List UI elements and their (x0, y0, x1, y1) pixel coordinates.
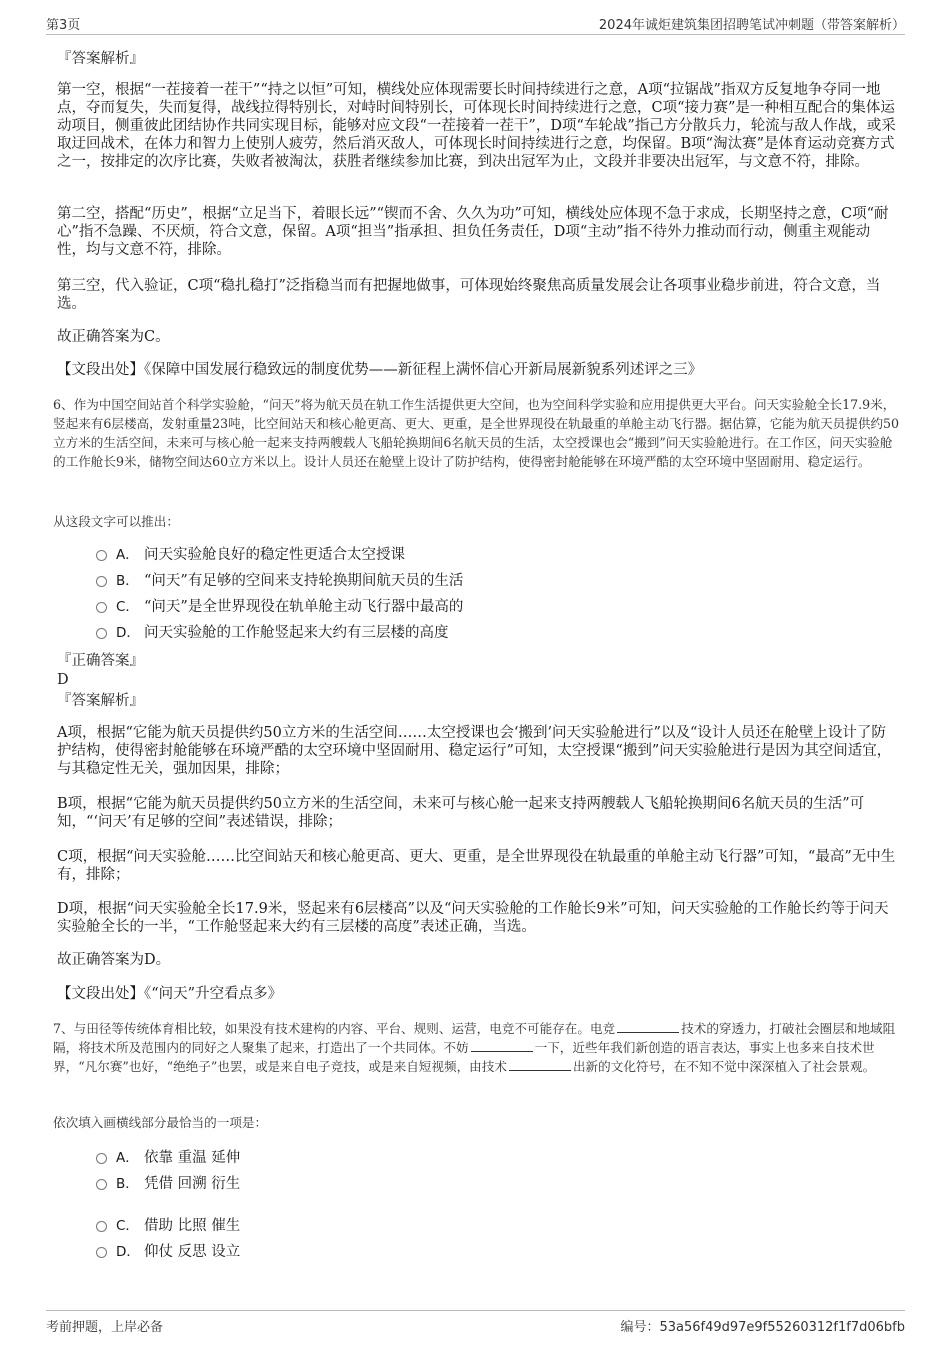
q6-correct-label: 『正确答案』 (57, 653, 144, 669)
q6-analysis-c: C项，根据“问天实验舱……比空间站天和核心舱更高、更大、更重，是全世界现役在轨最重的单舱主动飞行器”可知，“最高”无中生有，排除； (57, 849, 896, 883)
q5-analysis-para-3: 第三空，代入验证，C项“稳扎稳打”泛指稳当而有把握地做事，可体现始终聚焦高质量发展会让各项事业稳步前进，符合文意，当选。 (57, 278, 881, 312)
q7-stem (53, 1019, 901, 1076)
page-number: 第3页 (46, 18, 81, 33)
radio-icon[interactable] (96, 550, 107, 561)
q7-stem-part-4: 出新的文化符号，在不知不觉中深深植入了社会景观。 (572, 1059, 876, 1074)
page-footer (46, 1310, 905, 1335)
q6-prompt: 从这段文字可以推出： (53, 514, 179, 529)
radio-icon[interactable] (96, 628, 107, 639)
q7-prompt: 依次填入画横线部分最恰当的一项是： (53, 1115, 268, 1130)
q5-analysis-label: 『答案解析』 (57, 51, 144, 67)
q7-blank-2 (471, 1039, 533, 1052)
document-code: 编号：53a56f49d97e9f55260312f1f7d06bfb (620, 1320, 905, 1335)
q6-conclusion: 故正确答案为D。 (57, 952, 171, 968)
option-text: 问天实验舱良好的稳定性更适合太空授课 (144, 547, 405, 563)
q6-option-d[interactable] (96, 624, 449, 642)
option-label: D． (116, 1244, 140, 1260)
option-text: 仰仗 反思 设立 (144, 1244, 241, 1260)
page-header (46, 12, 905, 35)
radio-icon[interactable] (96, 1247, 107, 1258)
option-text: “问天”有足够的空间来支持轮换期间航天员的生活 (144, 573, 464, 589)
option-label: D． (116, 625, 140, 641)
option-label: B． (116, 573, 139, 589)
option-text: 问天实验舱的工作舱竖起来大约有三层楼的高度 (144, 625, 449, 641)
q7-blank-3 (509, 1058, 571, 1071)
q7-option-c[interactable] (96, 1217, 240, 1235)
q7-stem-part-3: 一下，近些年我们新创造的语言表达，事实上也多来自技术世界，“凡尔赛”也好，“绝绝子”也罢，或是来自电子竞技，或是来自短视频，由技术 (53, 1040, 875, 1074)
option-text: “问天”是全世界现役在轨单舱主动飞行器中最高的 (144, 599, 464, 615)
q7-stem-part-2: 技术的穿透力，打破社会圈层和地域阻隔，将技术所及范围内的同好之人聚集了起来，打造出了一个共同体。不妨 (53, 1021, 896, 1055)
q7-blank-1 (617, 1020, 679, 1033)
q6-analysis-label: 『答案解析』 (57, 693, 144, 709)
q6-stem: 6、作为中国空间站首个科学实验舱，“问天”将为航天员在轨工作生活提供更大空间，也为空间科学实验和应用提供更大平台。问天实验舱全长17.9米，竖起来有6层楼高，发射重量23吨，比空间站天和核心舱更高、更大、更重，是全世界现役在轨最重的单舱主动飞行器。据估算，它能为航天员提供约50立方米的生活空间，未来可与核心舱一起来支持两艘载人飞船轮换期间6名航天员的生活，太空授课也会“搬到”问天实验舱进行。在工作区，问天实验舱的工作舱长9米，储物空间达60立方米以上。设计人员还在舱壁上设计了防护结构，使得密封舱能够在环境严酷的太空环境中坚固耐用、稳定运行。 (53, 397, 900, 469)
radio-icon[interactable] (96, 1221, 107, 1232)
q7-option-b[interactable] (96, 1175, 240, 1193)
document-title: 2024年诚炬建筑集团招聘笔试冲刺题（带答案解析） (598, 18, 905, 33)
option-label: C． (116, 599, 139, 615)
option-text: 依靠 重温 延伸 (144, 1150, 241, 1166)
q5-source: 【文段出处】《保障中国发展行稳致远的制度优势——新征程上满怀信心开新局展新貌系列述评之三》 (57, 362, 703, 378)
q6-correct-answer: D (57, 672, 69, 688)
q5-analysis-para-2: 第二空，搭配“历史”，根据“立足当下，着眼长远”“锲而不舍、久久为功”可知，横线处应体现不急于求成，长期坚持之意，C项“耐心”指不急躁、不厌烦，符合文意，保留。A项“担当”指承担、担负任务责任，D项“主动”指不待外力推动而行动，侧重主观能动性，均与文意不符，排除。 (57, 206, 889, 258)
radio-icon[interactable] (96, 1179, 107, 1190)
q6-option-a[interactable] (96, 546, 405, 564)
q6-analysis-b: B项，根据“它能为航天员提供约50立方米的生活空间，未来可与核心舱一起来支持两艘载人飞船轮换期间6名航天员的生活”可知，“‘问天’有足够的空间”表述错误，排除； (57, 796, 865, 830)
option-text: 借助 比照 催生 (144, 1218, 241, 1234)
q6-analysis-a: A项，根据“它能为航天员提供约50立方米的生活空间……太空授课也会‘搬到’问天实验舱进行”以及“设计人员还在舱壁上设计了防护结构，使得密封舱能够在环境严酷的太空环境中坚固耐用、稳定运行”可知，太空授课“搬到”问天实验舱进行是因为其空间适宜，与其稳定性无关，强加因果，排除； (57, 725, 892, 777)
q5-analysis-para-1: 第一空，根据“一茬接着一茬干”“持之以恒”可知，横线处应体现需要长时间持续进行之意，A项“拉锯战”指双方反复地争夺同一地点，夺而复失，失而复得，战线拉得特别长，对峙时间特别长，可体现长时间持续进行之意，C项“接力赛”是一种相互配合的集体运动项目，侧重彼此团结协作共同实现目标，能够对应文段“一茬接着一茬干”，D项“车轮战”指己方分散兵力，轮流与敌人作战，或采取迂回战术，在体力和智力上使别人疲劳，然后消灭敌人，可体现长时间持续进行之意，均保留。B项“淘汰赛”是体育运动竞赛方式之一，按排定的次序比赛，失败者被淘汰，获胜者继续参加比赛，到决出冠军为止，文段并非要决出冠军，与文意不符，排除。 (57, 82, 896, 170)
radio-icon[interactable] (96, 576, 107, 587)
q6-option-b[interactable] (96, 572, 463, 590)
option-label: C． (116, 1218, 139, 1234)
radio-icon[interactable] (96, 602, 107, 613)
q7-option-a[interactable] (96, 1149, 240, 1167)
q6-source: 【文段出处】《“问天”升空看点多》 (57, 986, 283, 1002)
option-text: 凭借 回溯 衍生 (144, 1176, 241, 1192)
q5-conclusion: 故正确答案为C。 (57, 329, 170, 345)
q6-option-c[interactable] (96, 598, 463, 616)
q7-stem-part-1: 7、与田径等传统体育相比较，如果没有技术建构的内容、平台、规则、运营，电竞不可能存在。电竞 (53, 1021, 616, 1036)
radio-icon[interactable] (96, 1153, 107, 1164)
option-label: A． (116, 1150, 139, 1166)
option-label: B． (116, 1176, 139, 1192)
q6-analysis-d: D项，根据“问天实验舱全长17.9米，竖起来有6层楼高”以及“问天实验舱的工作舱长9米”可知，问天实验舱的工作舱长约等于问天实验舱全长的一半，“工作舱竖起来大约有三层楼的高度”表述正确，当选。 (57, 901, 889, 935)
q7-option-d[interactable] (96, 1243, 240, 1261)
footer-slogan: 考前押题，上岸必备 (46, 1320, 164, 1335)
option-label: A． (116, 547, 139, 563)
